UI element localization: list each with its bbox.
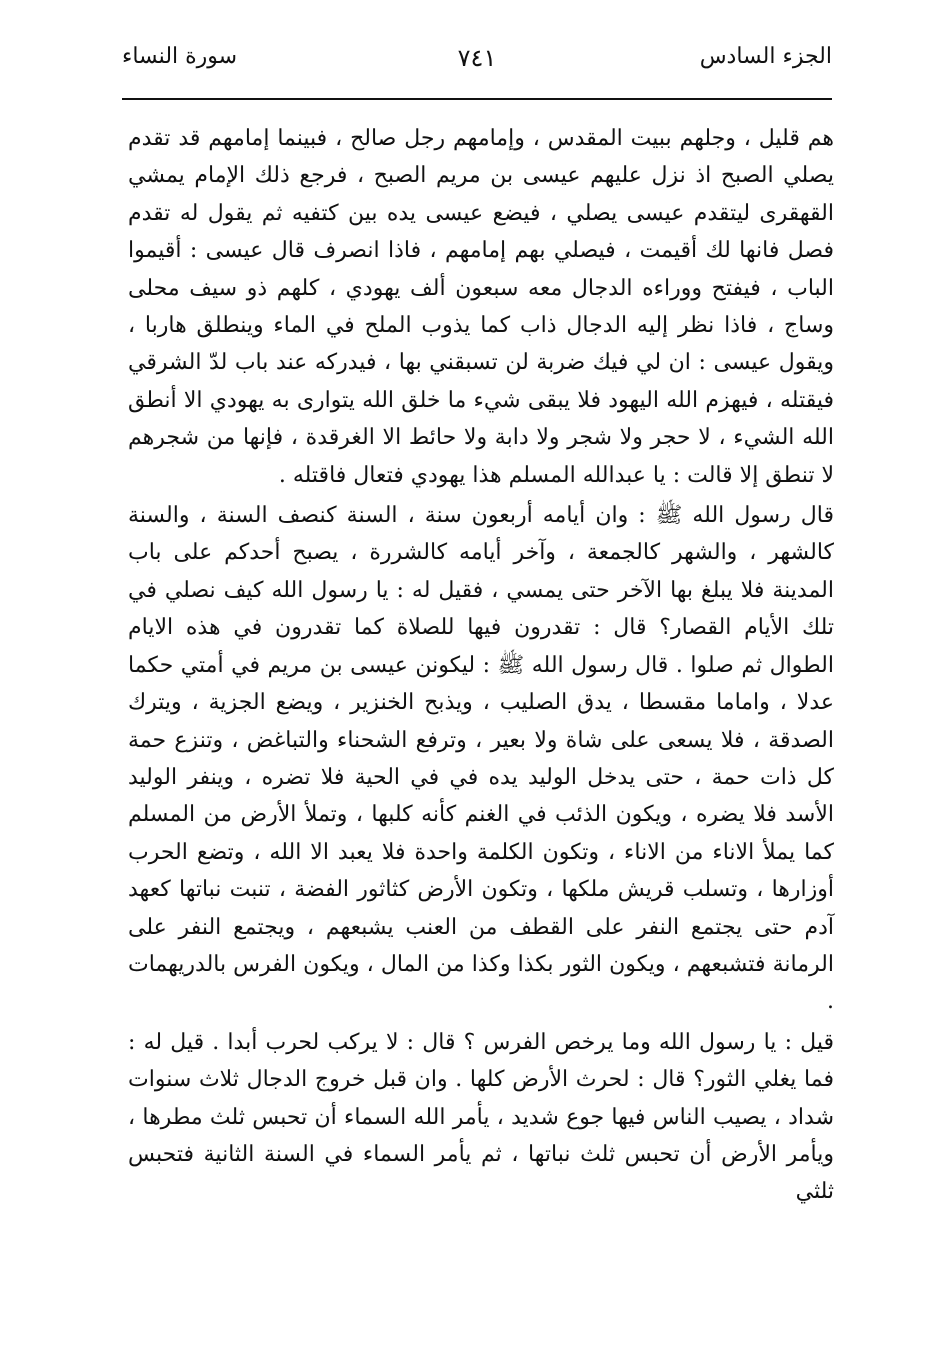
body-text <box>128 120 834 1211</box>
paragraph-3: قيل : يا رسول الله وما يرخص الفرس ؟ قال : لا يركب لحرب أبدا . قيل له : فما يغلي الثور؟ قال : لحرث الأرض كلها . وان قبل خروج الدجال ثلاث سنوات شداد ، يصيب الناس فيها جوع شديد ، يأمر الله السماء أن تحبس ثلث مطرها ، ويأمر الأرض أن تحبس ثلث نباتها ، ثم يأمر السماء في السنة الثانية فتحبس ثلثي <box>128 1029 834 1205</box>
surah-title: سورة النساء <box>122 44 238 69</box>
page-number: ٧٤١ <box>457 44 497 72</box>
running-header <box>122 44 832 84</box>
header-divider <box>122 98 832 100</box>
part-title: الجزء السادس <box>699 44 832 69</box>
paragraph-1: هم قليل ، وجلهم ببيت المقدس ، وإمامهم رجل صالح ، فبينما إمامهم قد تقدم يصلي الصبح اذ نزل عليهم عيسى بن مريم الصبح ، فرجع ذلك الإمام يمشي القهقرى ليتقدم عيسى يصلي ، فيضع عيسى يده بين كتفيه ثم يقول له تقدم فصل فانها لك أقيمت ، فيصلي بهم إمامهم ، فاذا انصرف قال عيسى : أقيموا الباب ، فيفتح ووراءه الدجال معه سبعون ألف يهودي ، كلهم ذو سيف محلى وساج ، فاذا نظر إليه الدجال ذاب كما يذوب الملح في الماء وينطلق هاربا ، ويقول عيسى : ان لي فيك ضربة لن تسبقني بها ، فيدركه عند باب لدّ الشرقي فيقتله ، فيهزم الله اليهود فلا يبقى شيء ما خلق الله يتوارى به يهودي الا أنطق الله الشيء ، لا حجر ولا شجر ولا دابة ولا حائط الا الغرقدة ، فإنها من شجرهم لا تنطق إلا قالت : يا عبدالله المسلم هذا يهودي فتعال فاقتله . <box>128 126 834 488</box>
paragraph-2: قال رسول الله ﷺ : وان أيامه أربعون سنة ، السنة كنصف السنة ، والسنة كالشهر ، والشهر كالجمعة ، وآخر أيامه كالشررة ، يصبح أحدكم على باب المدينة فلا يبلغ بها الآخر حتى يمسي ، فقيل له : يا رسول الله كيف نصلي في تلك الأيام القصار؟ قال : تقدرون فيها للصلاة كما تقدرون في هذه الايام الطوال ثم صلوا . قال رسول الله ﷺ : ليكونن عيسى بن مريم في أمتي حكما عدلا ، واماما مقسطا ، يدق الصليب ، ويذبح الخنزير ، ويضع الجزية ، ويترك الصدقة ، فلا يسعى على شاة ولا بعير ، وترفع الشحناء والتباغض ، وتنزع حمة كل ذات حمة ، حتى يدخل الوليد يده في في الحية فلا تضره ، وينفر الوليد الأسد فلا يضره ، ويكون الذئب في الغنم كأنه كلبها ، وتملأ الأرض من المسلم كما يملأ الاناء من الاناء ، وتكون الكلمة واحدة فلا يعبد الا الله ، وتضع الحرب أوزارها ، وتسلب قريش ملكها ، وتكون الأرض كثاثور الفضة ، تنبت نباتها كعهد آدم حتى يجتمع النفر على القطف من العنب يشبعهم ، ويجتمع النفر على الرمانة فتشبعهم ، ويكون الثور بكذا وكذا من المال ، ويكون الفرس بالدريهمات . <box>128 503 834 1015</box>
